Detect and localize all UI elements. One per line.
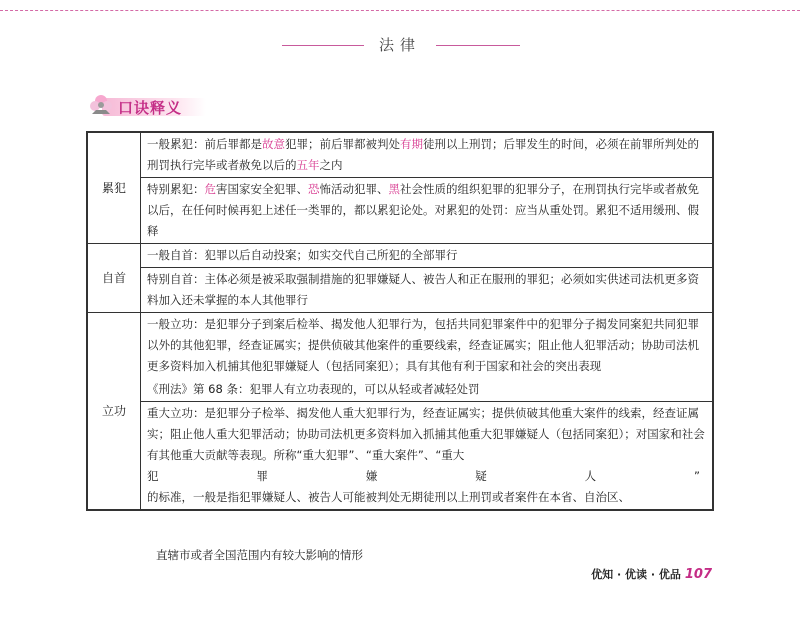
overflow-text-line: 直辖市或者全国范围内有较大影响的情形: [156, 548, 363, 562]
page-footer: [591, 563, 712, 585]
header-rule-left: [282, 45, 364, 46]
general-merit-cell: 一般立功：是犯罪分子到案后检举、揭发他人犯罪行为，包括共同犯罪案件中的犯罪分子揭发同案犯共同犯罪以外的其他犯罪，经查证属实；提供侦破其他案件的重要线索，经查证属实；阻止他人犯罪活动；协助司法机更多资料加入机捕其他犯罪嫌疑人（包括同案犯）；具有其他有利于国家和社会的突出表现: [141, 313, 714, 379]
table-row: [87, 402, 713, 511]
top-dashed-border: [0, 10, 800, 11]
section-title: 口诀释义: [118, 99, 183, 117]
flower-decoration-icon: [88, 92, 114, 118]
category-surrender: 自首: [87, 244, 141, 313]
header-rule-right: [436, 45, 520, 46]
table-row: [87, 178, 713, 244]
major-merit-text: 重大立功：是犯罪分子检举、揭发他人重大犯罪行为，经查证属实；提供侦破其他重大案件的线索，经查证属实；阻止他人重大犯罪活动；协助司法机更多资料加入抓捕其他重大犯罪嫌疑人（包括同案犯）；对国家和社会有其他重大贡献等表现。所称“重大犯罪”、“重大案件”、“重大: [147, 406, 705, 462]
major-merit-tail: 的标准，一般是指犯罪嫌疑人、被告人可能被判处无期徒刑以上刑罚或者案件在本省、自治区、: [147, 490, 630, 504]
table-row: [87, 378, 713, 402]
major-merit-cell: [141, 402, 714, 511]
general-surrender-cell: 一般自首：犯罪以后自动投案；如实交代自己所犯的全部罪行: [141, 244, 714, 268]
table-row: [87, 313, 713, 379]
special-surrender-cell: 特别自首：主体必须是被采取强制措施的犯罪嫌疑人、被告人和正在服刑的罪犯；必须如实供述司法机更多资料加入还未掌握的本人其他罪行: [141, 268, 714, 313]
category-merit: 立功: [87, 313, 141, 511]
page-header: [0, 30, 800, 60]
page-title: 法律: [378, 36, 421, 54]
special-recidivism-cell: 特别累犯：危害国家安全犯罪、恐怖活动犯罪、黑社会性质的组织犯罪的犯罪分子，在刑罚执行完毕或者赦免以后，在任何时候再犯上述任一类罪的，都以累犯论处。对累犯的处罚：应当从重处罚。累犯不适用缓刑、假释: [141, 178, 714, 244]
table-row: [87, 132, 713, 178]
major-merit-spread-line: 犯 罪 嫌 疑 人 ”: [147, 469, 700, 483]
general-recidivism-cell: 一般累犯：前后罪都是故意犯罪；前后罪都被判处有期徒刑以上刑罚；后罪发生的时间，必须在前罪所判处的刑罚执行完毕或者赦免以后的五年之内: [141, 132, 714, 178]
category-recidivism: 累犯: [87, 132, 141, 244]
section-badge: [88, 92, 208, 120]
footer-slogan: 优知 · 优读 · 优品: [591, 568, 681, 581]
page-number: 107: [684, 566, 712, 582]
table-row: [87, 268, 713, 313]
explanation-table: [86, 131, 714, 511]
table-row: [87, 244, 713, 268]
law-article-cell: 《刑法》第 68 条：犯罪人有立功表现的，可以从轻或者减轻处罚: [141, 378, 714, 402]
